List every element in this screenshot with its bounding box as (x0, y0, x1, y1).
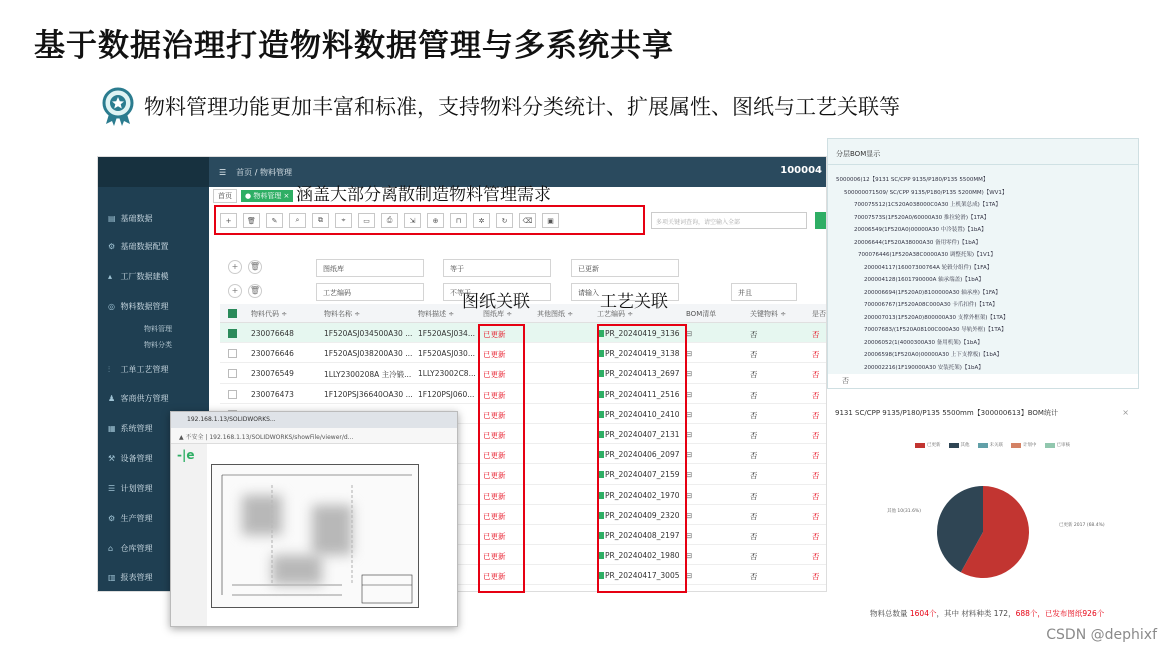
cell-drawing[interactable]: 已更新 (483, 390, 506, 400)
row-checkbox[interactable] (228, 390, 237, 399)
cell-flag: 否 (812, 572, 820, 582)
remove-filter-icon[interactable]: 🗑 (248, 260, 262, 274)
cell-drawing[interactable]: 已更新 (483, 430, 506, 440)
box-icon: ◎ (108, 302, 115, 311)
summary-mid: ，其中 材料种类 172， (936, 609, 1016, 618)
cell-desc: 1F520ASJ030... (418, 349, 475, 359)
sidebar-label: 工厂数据建模 (120, 272, 169, 281)
sidebar-item-process[interactable] (98, 364, 209, 375)
bom-icon[interactable]: ⊟ (686, 510, 693, 520)
bom-node[interactable]: 70007573S(1F520A0/60000A30 推拉轮滑)【1TA】 (854, 214, 990, 221)
sidebar-label: 工单工艺管理 (120, 365, 169, 374)
legend-swatch (949, 443, 959, 448)
legend-swatch (978, 443, 988, 448)
process-code: PR_20240419_3136 (605, 329, 680, 338)
legend-swatch (1045, 443, 1055, 448)
legend-label: 已审核 (1056, 443, 1070, 448)
remove-filter-icon[interactable]: 🗑 (248, 284, 262, 298)
filter-value-1[interactable]: 已更新 (571, 259, 679, 277)
cell-key: 否 (750, 410, 758, 420)
viewer-sidebar (171, 444, 207, 626)
export-icon[interactable]: ⇲ (404, 213, 421, 228)
cell-key: 否 (750, 350, 758, 360)
device-icon: ⚒ (108, 454, 116, 463)
col-desc[interactable]: 物料描述 ÷ (418, 310, 455, 318)
cell-desc: 1LLY23002C8... (418, 369, 476, 379)
row-checkbox[interactable] (228, 349, 237, 358)
summary-total: 1604个 (909, 609, 937, 618)
cell-key: 否 (750, 330, 758, 339)
bom-icon[interactable]: ⊟ (686, 530, 693, 540)
cell-flag: 否 (812, 330, 820, 339)
breadcrumb: 首页 / 物料管理 (236, 167, 292, 177)
bom-node[interactable]: 700075512(1C520A038000C0A30 上机架总成)【1TA】 (854, 202, 1001, 208)
globe-icon[interactable]: ⊕ (427, 213, 444, 228)
callout-toolbar: 涵盖大部分离散制造物料管理需求 (296, 185, 551, 205)
cell-desc: 1F520ASJ034... (418, 329, 475, 338)
cell-flag: 否 (812, 430, 820, 440)
cell-drawing[interactable]: 已更新 (483, 552, 506, 562)
cell-key: 否 (750, 552, 758, 562)
bom-node[interactable]: 200006694(1F520A0)8100000A30 轴承座)【1FA】 (864, 289, 1001, 296)
edit-icon[interactable]: ✎ (266, 213, 283, 228)
cell-key: 否 (750, 390, 758, 400)
bom-icon[interactable]: ⊟ (686, 551, 693, 561)
col-process[interactable]: 工艺编码 ÷ (597, 310, 634, 318)
cell-key: 否 (750, 370, 758, 380)
bom-node[interactable]: 20006598(1F520A0)00000A30 上下支撑板)【1bA】 (864, 352, 1003, 358)
print-icon[interactable]: ⎙ (381, 213, 398, 228)
cell-name: 1F120PSJ36640OA30 ... (324, 389, 413, 399)
delete-icon[interactable]: 🗑 (243, 213, 260, 228)
process-code: PR_20240409_2320 (605, 510, 680, 520)
cell-flag: 否 (812, 410, 820, 420)
grid-icon: ▤ (108, 214, 116, 223)
cell-key: 否 (750, 430, 758, 440)
settings-icon[interactable]: ✲ (473, 213, 490, 228)
cell-key: 否 (750, 531, 758, 541)
legend-label: 计划中 (1023, 443, 1037, 448)
select-all-checkbox[interactable] (228, 309, 237, 318)
sidebar-label: 计划管理 (120, 484, 153, 493)
bom-icon[interactable]: ⊟ (686, 389, 693, 399)
filter-field-2[interactable]: 工艺编码 (316, 283, 424, 301)
bom-icon[interactable]: ⊟ (686, 450, 693, 460)
drawing-column-highlight (478, 324, 525, 593)
cell-flag: 否 (812, 531, 820, 541)
filter-op-2[interactable]: 不等于 (443, 283, 551, 301)
col-bom: BOM清单 (686, 310, 717, 318)
cell-flag: 否 (812, 370, 820, 380)
bom-icon[interactable]: ⊟ (686, 369, 693, 379)
process-code: PR_20240410_2410 (605, 409, 680, 419)
cell-code: 230076473 (251, 389, 294, 399)
production-icon: ⚙ (108, 514, 116, 523)
bom-icon[interactable]: ⊟ (686, 429, 693, 439)
bom-statistics-panel (827, 398, 1139, 624)
sidebar-label: 报表管理 (120, 573, 153, 582)
sidebar-label: 生产管理 (120, 514, 153, 523)
factory-icon: ▴ (108, 272, 113, 281)
refresh-icon[interactable]: ↻ (496, 213, 513, 228)
col-code[interactable]: 物料代码 ÷ (251, 310, 288, 318)
bom-node[interactable]: 200004117(16007300764A 轮毂分组件)【1FA】 (864, 264, 993, 271)
cell-key: 否 (750, 491, 758, 501)
tab-material[interactable]: ● 物料管理 × (241, 190, 293, 202)
cell-drawing[interactable]: 已更新 (483, 511, 506, 521)
summary-end: ，已发布图纸926个 (1037, 609, 1105, 618)
col-drawing[interactable]: 图纸库 ÷ (483, 310, 513, 318)
bom-node[interactable]: 20006052(1(4000300A30 备用机架)【1bA】 (864, 339, 983, 346)
lock-icon[interactable]: ⊓ (450, 213, 467, 228)
callout-drawing: 图纸关联 (462, 292, 530, 312)
report-icon: ▥ (108, 573, 116, 582)
process-code: PR_20240402_1970 (605, 490, 680, 500)
cell-flag: 否 (812, 390, 820, 400)
sidebar-label: 物料数据管理 (120, 302, 169, 311)
bom-icon[interactable]: ⊟ (686, 409, 693, 419)
bom-node[interactable]: 200007013(1F520A0)800000A30 支撑外框架)【1TA】 (864, 314, 1009, 321)
legend-swatch (915, 443, 925, 448)
bom-node[interactable]: 700076446(1F520A38C0000A30 调整托架)【1V1】 (858, 252, 996, 258)
cell-drawing[interactable]: 已更新 (483, 350, 506, 360)
bom-node[interactable]: 20006644(1F520A38000A30 备用零件)【1bA】 (854, 239, 981, 246)
process-column-highlight (597, 324, 687, 593)
bom-icon[interactable]: ⊟ (686, 571, 693, 581)
filter-field-1[interactable]: 图纸库 (316, 259, 424, 277)
tab-home[interactable]: 首页 (213, 189, 237, 203)
sidebar-sub-material-manage[interactable]: 物料管理 (144, 325, 172, 333)
cell-code: 230076646 (251, 349, 294, 359)
user-icon: ♟ (108, 394, 116, 403)
bom-node[interactable]: 20006549(1F520A0)00000A30 中冷装置)【1bA】 (854, 227, 987, 233)
cell-key: 否 (750, 451, 758, 461)
pie-chart (827, 448, 1139, 628)
drawing-viewer-window (170, 411, 458, 627)
slide-subtitle: 物料管理功能更加丰富和标准，支持物料分类统计、扩展属性、图纸与工艺关联等 (144, 95, 900, 119)
add-filter-icon[interactable]: + (228, 284, 242, 298)
sidebar-logo (98, 157, 209, 187)
bom-icon[interactable]: ⊟ (686, 470, 693, 480)
bom-summary (870, 608, 1104, 619)
cell-drawing[interactable]: 已更新 (483, 330, 506, 339)
bom-node[interactable]: 5000006(12【9131 SC/CPP 9135/P180/P135 5500MM】 (836, 177, 989, 183)
search-input[interactable]: 多项关键词查询，请空输入全部 (651, 212, 807, 229)
filter-logic[interactable]: 并且 (731, 283, 797, 301)
bom-node[interactable]: 700006767(1F520A08C000A30 卡爪扣件)【1TA】 (864, 302, 998, 308)
sidebar-item-factory[interactable] (98, 271, 209, 282)
col-name[interactable]: 物料名称 ÷ (324, 310, 361, 318)
callout-process: 工艺关联 (600, 292, 668, 312)
cell-drawing[interactable]: 已更新 (483, 451, 506, 461)
clear-icon[interactable]: ⌫ (519, 213, 536, 228)
system-icon: ▦ (108, 424, 116, 433)
cell-flag: 否 (812, 471, 820, 481)
cell-flag: 否 (812, 451, 820, 461)
pie-label-updated: 已更新 2017 (68.4%) (1059, 523, 1105, 528)
document-icon[interactable]: ▭ (358, 213, 375, 228)
sidebar-item-basic-data[interactable] (98, 213, 209, 224)
col-key[interactable]: 关键物料 ÷ (750, 310, 787, 318)
bom-footer: 否 (828, 374, 1138, 388)
filter-op-1[interactable]: 等于 (443, 259, 551, 277)
cell-drawing[interactable]: 已更新 (483, 531, 506, 541)
bom-icon[interactable]: ⊟ (686, 490, 693, 500)
row-checkbox[interactable] (228, 369, 237, 378)
process-icon: ⫶ (108, 365, 110, 374)
cell-key: 否 (750, 471, 758, 481)
slide-title: 基于数据治理打造物料数据管理与多系统共享 (34, 28, 674, 64)
process-code: PR_20240419_3138 (605, 349, 680, 359)
legend-label: 其他 (960, 443, 970, 448)
cell-drawing[interactable]: 已更新 (483, 491, 506, 501)
menu-icon[interactable]: ☰ (219, 167, 227, 177)
sidebar-label: 基础数据 (120, 214, 153, 223)
cell-name: 1F520ASJ038200A30 ... (324, 349, 413, 359)
process-code: PR_20240407_2159 (605, 470, 680, 480)
cell-drawing[interactable]: 已更新 (483, 370, 506, 380)
summary-count: 688个 (1015, 609, 1038, 618)
bom-icon[interactable]: ⊟ (686, 349, 693, 359)
sidebar-item-supplier[interactable] (98, 393, 209, 404)
bom-title: 分层BOM显示 (828, 139, 1138, 165)
award-badge-icon (98, 86, 138, 126)
pie-label-other: 其他 10(31.6%) (887, 509, 921, 514)
cell-code: 230076648 (251, 329, 294, 338)
browser-tab[interactable]: 192.168.1.13/SOLIDWORKS... (171, 412, 457, 428)
calendar-icon[interactable]: ▣ (542, 213, 559, 228)
header-number: 100004 (780, 165, 822, 176)
cell-flag: 否 (812, 491, 820, 501)
process-code: PR_20240407_2131 (605, 429, 680, 439)
process-code: PR_20240413_2697 (605, 369, 680, 379)
add-icon[interactable]: + (220, 213, 237, 228)
chart-title: 9131 SC/CPP 9135/P180/P135 5500mm【300000613】BOM统计 (835, 409, 1058, 417)
col-flag[interactable]: 是否 (812, 310, 826, 318)
process-code: PR_20240417_3005 (605, 571, 680, 581)
sidebar-item-material[interactable] (98, 301, 209, 312)
summary-prefix: 物料总数量 (870, 609, 910, 618)
cell-key: 否 (750, 511, 758, 521)
legend-swatch (1011, 443, 1021, 448)
filter-value-2[interactable]: 请输入 (571, 283, 679, 301)
process-code: PR_20240411_2516 (605, 389, 680, 399)
viewer-logo-icon: -|e (177, 448, 195, 462)
cell-drawing[interactable]: 已更新 (483, 471, 506, 481)
sidebar-label: 基础数据配置 (120, 242, 169, 251)
bom-node[interactable]: 200004128(1601790000A 轴承端盖)【1bA】 (864, 277, 985, 283)
tree-icon[interactable]: ⌖ (335, 213, 352, 228)
cell-drawing[interactable]: 已更新 (483, 572, 506, 582)
bom-node[interactable]: 500000071509/ SC/CPP 9135/P180/P135 5200MM)【WV1】 (844, 189, 1008, 196)
bom-node[interactable]: 200002216(1F190000A30 安装托架)【1bA】 (864, 364, 984, 371)
cell-desc: 1F120PSJ060... (418, 389, 475, 399)
cell-drawing[interactable]: 已更新 (483, 410, 506, 420)
watermark: CSDN @dephixf (1046, 627, 1157, 643)
bom-node[interactable]: 70007683/(1F520A08100C000A30 导轨外框)【1TA】 (864, 327, 1007, 333)
add-filter-icon[interactable]: + (228, 260, 242, 274)
cell-name: 1LLY2300208A 主冷锻... (324, 370, 412, 380)
legend-label: 已更新 (927, 443, 941, 448)
process-code: PR_20240406_2097 (605, 450, 680, 460)
sidebar-label: 客商供方管理 (120, 394, 169, 403)
bom-icon[interactable]: ⊟ (686, 329, 693, 338)
sidebar-label: 仓库管理 (120, 544, 153, 553)
copy-icon[interactable]: ⧉ (312, 213, 329, 228)
cell-flag: 否 (812, 552, 820, 562)
tag-row (213, 188, 293, 204)
bom-tree-panel (827, 138, 1139, 389)
gear-icon: ⚙ (108, 242, 116, 251)
toolbar-highlight (214, 205, 645, 235)
engineering-drawing (211, 464, 419, 608)
sidebar-sub-material-category[interactable]: 物料分类 (144, 341, 172, 349)
search-icon[interactable]: ⌕ (289, 213, 306, 228)
cell-code: 230076549 (251, 369, 294, 379)
cell-key: 否 (750, 572, 758, 582)
cell-name: 1F520ASJ034500A30 ... (324, 329, 413, 338)
close-icon[interactable]: × (1122, 408, 1129, 417)
search-button[interactable] (815, 212, 827, 229)
cell-flag: 否 (812, 511, 820, 521)
subtitle-row (98, 86, 900, 126)
col-other-drawing[interactable]: 其他图纸 ÷ (537, 310, 574, 318)
sidebar-item-basic-config[interactable] (98, 241, 209, 252)
process-code: PR_20240402_1980 (605, 551, 680, 561)
process-code: PR_20240408_2197 (605, 530, 680, 540)
warehouse-icon: ⌂ (108, 544, 114, 553)
sidebar-label: 设备管理 (120, 454, 153, 463)
cell-flag: 否 (812, 350, 820, 360)
address-bar[interactable]: ▲ 不安全 | 192.168.1.13/SOLIDWORKS/showFile/viewer/d... (171, 428, 457, 444)
sidebar-label: 系统管理 (120, 424, 153, 433)
plan-icon: ☰ (108, 484, 116, 493)
legend-label: 未关联 (989, 443, 1003, 448)
row-checkbox[interactable] (228, 329, 237, 338)
